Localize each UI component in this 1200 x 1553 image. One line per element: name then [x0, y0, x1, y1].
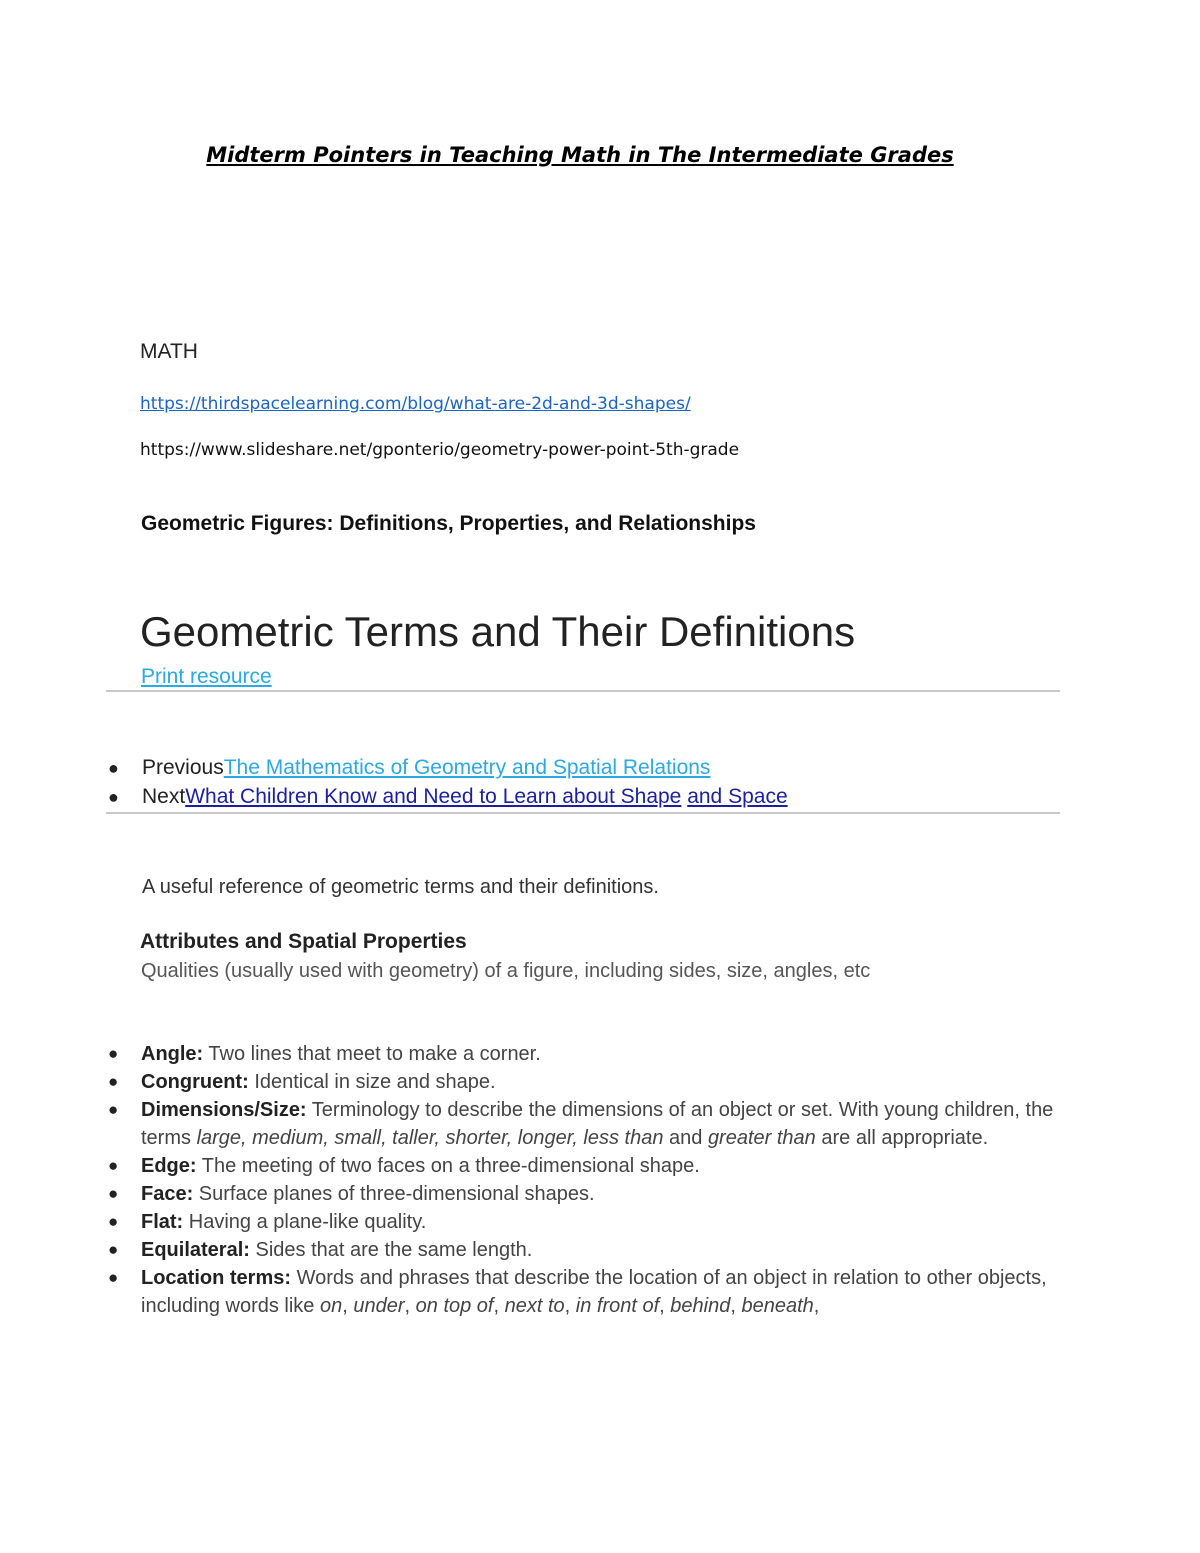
document-title: Midterm Pointers in Teaching Math in The Intermediate Grades [206, 143, 954, 167]
term-label: Equilateral: [141, 1239, 250, 1261]
bullet-icon: ● [108, 758, 119, 778]
list-item [108, 1180, 1068, 1208]
term-definition: Having a plane-like quality. [183, 1211, 427, 1233]
separator: , [659, 1295, 671, 1317]
nav-previous [108, 756, 710, 780]
subject-label: MATH [140, 340, 198, 363]
list-item [108, 1040, 1068, 1068]
terms-list [108, 1040, 1068, 1320]
term-emphasis: on [319, 1295, 343, 1317]
separator: , [813, 1295, 820, 1317]
nav-next-label: Next [142, 785, 186, 808]
term-definition: are all appropriate. [815, 1127, 989, 1149]
bullet-icon: ● [108, 1212, 119, 1231]
intro-text: A useful reference of geometric terms and their definitions. [142, 876, 659, 898]
list-item [108, 1068, 1068, 1096]
list-item [108, 1236, 1068, 1264]
separator: , [493, 1295, 505, 1317]
term-definition: Identical in size and shape. [248, 1071, 496, 1093]
separator: , [564, 1295, 576, 1317]
term-emphasis: next to [504, 1295, 565, 1317]
article-title: Geometric Terms and Their Definitions [140, 608, 856, 655]
term-definition: Two lines that meet to make a corner. [203, 1043, 541, 1065]
nav-previous-label: Previous [142, 756, 224, 779]
previous-article-link[interactable]: The Mathematics of Geometry and Spatial Relations [223, 756, 711, 779]
term-label: Edge: [141, 1155, 197, 1177]
divider-bottom [106, 812, 1060, 814]
bullet-icon: ● [108, 1156, 119, 1175]
separator: , [404, 1295, 416, 1317]
bullet-icon: ● [108, 1072, 119, 1091]
term-emphasis: large, medium, small, taller, shorter, longer, less than [196, 1127, 664, 1149]
term-definition: Surface planes of three-dimensional shapes. [193, 1183, 595, 1205]
bullet-icon: ● [108, 1268, 119, 1287]
slideshare-url-text: https://www.slideshare.net/gponterio/geometry-power-point-5th-grade [140, 440, 740, 460]
print-resource-link[interactable]: Print resource [141, 665, 272, 688]
list-item [108, 1096, 1068, 1152]
term-emphasis: greater than [707, 1127, 816, 1149]
attributes-heading: Attributes and Spatial Properties [140, 930, 467, 953]
term-emphasis: in front of [575, 1295, 660, 1317]
term-label: Flat: [141, 1211, 184, 1233]
bullet-icon: ● [108, 1044, 119, 1063]
separator: , [730, 1295, 742, 1317]
section-subheading: Geometric Figures: Definitions, Properties, and Relationships [141, 512, 756, 535]
next-article-link-continued[interactable]: and Space [687, 785, 788, 808]
term-label: Angle: [141, 1043, 204, 1065]
term-emphasis: under [353, 1295, 405, 1317]
term-emphasis: beneath [741, 1295, 814, 1317]
term-label: Location terms: [141, 1267, 292, 1289]
term-label: Congruent: [141, 1071, 249, 1093]
term-definition: Words and phrases that describe the location of an object in relation to other objects, including words like [141, 1267, 1047, 1317]
term-label: Face: [141, 1183, 194, 1205]
bullet-icon: ● [108, 787, 119, 807]
term-emphasis: behind [670, 1295, 731, 1317]
term-definition: and [663, 1127, 708, 1149]
term-definition: Sides that are the same length. [249, 1239, 533, 1261]
term-definition: Terminology to describe the dimensions of an object or set. With young children, the terms [141, 1099, 1054, 1149]
list-item [108, 1152, 1068, 1180]
link-thirdspacelearning[interactable]: https://thirdspacelearning.com/blog/what-are-2d-and-3d-shapes/ [140, 394, 691, 414]
list-item [108, 1208, 1068, 1236]
bullet-icon: ● [108, 1100, 119, 1119]
nav-next [108, 785, 788, 809]
list-item [108, 1264, 1068, 1320]
bullet-icon: ● [108, 1240, 119, 1259]
term-emphasis: on top of [415, 1295, 494, 1317]
term-label: Dimensions/Size: [141, 1099, 307, 1121]
separator: , [342, 1295, 354, 1317]
term-definition: The meeting of two faces on a three-dimensional shape. [196, 1155, 700, 1177]
next-article-link[interactable]: What Children Know and Need to Learn about Shape [185, 785, 682, 808]
divider-top [106, 690, 1060, 692]
attributes-description: Qualities (usually used with geometry) of a figure, including sides, size, angles, etc [141, 960, 871, 982]
bullet-icon: ● [108, 1184, 119, 1203]
